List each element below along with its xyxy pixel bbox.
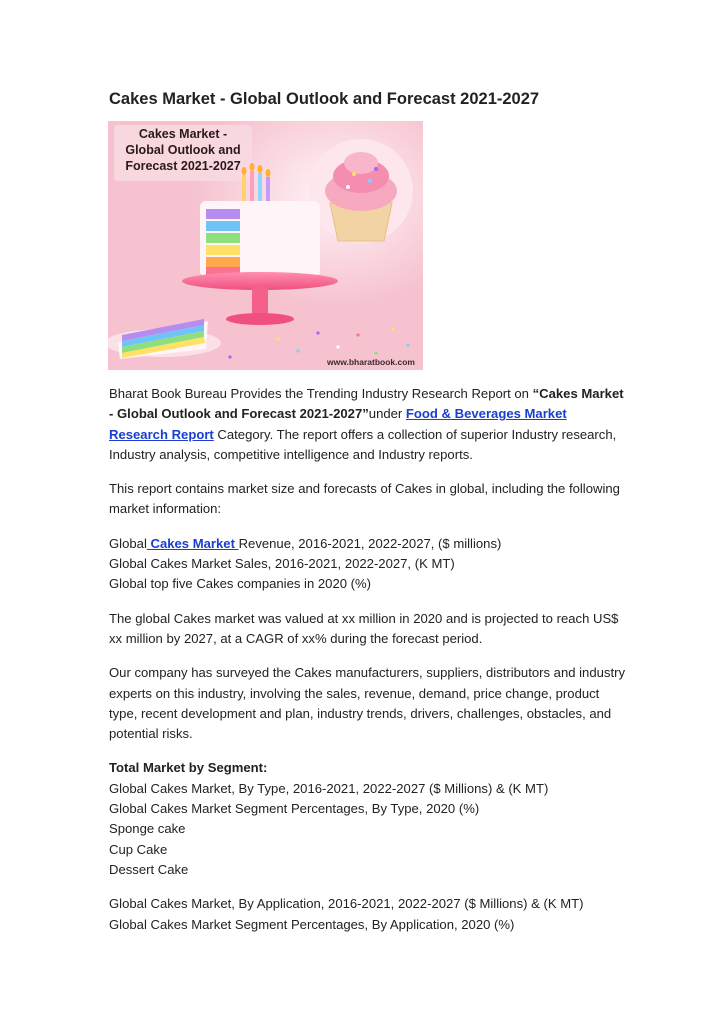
market-info-list [109, 534, 629, 595]
segment-type-item: Dessert Cake [109, 861, 189, 877]
market-info-revenue-text: Revenue, 2016-2021, 2022-2027, ($ millions) [238, 535, 502, 551]
banner-watermark: www.bharatbook.com [326, 357, 415, 367]
banner-heading-line1: Cakes Market - [138, 127, 228, 141]
application-section [109, 894, 629, 935]
segment-type-item: Sponge cake [109, 821, 186, 837]
banner-image [108, 121, 423, 370]
intro-text: Bharat Book Bureau Provides the Trending Industry Research Report on [109, 386, 533, 401]
cakes-market-link[interactable]: Cakes Market [146, 535, 239, 551]
food-beverages-link[interactable]: Food & Beverages Market Research Report [109, 406, 567, 442]
segment-section [109, 758, 629, 880]
banner-heading-line3: Forecast 2021-2027 [125, 159, 241, 173]
banner-heading-line2: Global Outlook and [125, 143, 241, 157]
market-info-line-revenue [109, 534, 629, 554]
intro-text-category: Category. The report offers a collection of superior Industry research, Industry analysis, competitive intelligence and Industry reports. [109, 426, 617, 462]
report-title-bold: “Cakes Market - Global Outlook and Forecast 2021-2027” [109, 386, 624, 422]
segment-line-percent: Global Cakes Market Segment Percentages, By Type, 2020 (%) [109, 801, 480, 817]
contains-paragraph: This report contains market size and forecasts of Cakes in global, including the following market information: [109, 481, 620, 517]
segment-type-item: Cup Cake [109, 841, 168, 857]
cupcake-illustration [309, 139, 413, 243]
application-line-percent: Global Cakes Market Segment Percentages, By Application, 2020 (%) [109, 916, 515, 932]
survey-paragraph: Our company has surveyed the Cakes manufacturers, suppliers, distributors and industry experts on this industry, involving the sales, revenue, demand, price change, product type, recent development and plan, industry trends, drivers, challenges, obstacles, and potential risks. [109, 665, 625, 742]
valuation-paragraph: The global Cakes market was valued at xx million in 2020 and is projected to reach US$ xx million by 2027, at a CAGR of xx% during the forecast period. [109, 610, 619, 646]
market-info-prefix: Global [109, 535, 147, 551]
document-body [109, 384, 629, 949]
segment-heading: Total Market by Segment: [109, 760, 268, 776]
market-info-line-companies: Global top five Cakes companies in 2020 (%) [109, 576, 372, 592]
intro-paragraph [109, 384, 629, 465]
application-line-market: Global Cakes Market, By Application, 2016-2021, 2022-2027 ($ Millions) & (K MT) [109, 896, 584, 912]
segment-line-type: Global Cakes Market, By Type, 2016-2021, 2022-2027 ($ Millions) & (K MT) [109, 780, 549, 796]
intro-text-under: under [368, 406, 406, 422]
page-title: Cakes Market - Global Outlook and Forecast 2021-2027 [109, 90, 540, 108]
market-info-line-sales: Global Cakes Market Sales, 2016-2021, 2022-2027, (K MT) [109, 556, 455, 572]
